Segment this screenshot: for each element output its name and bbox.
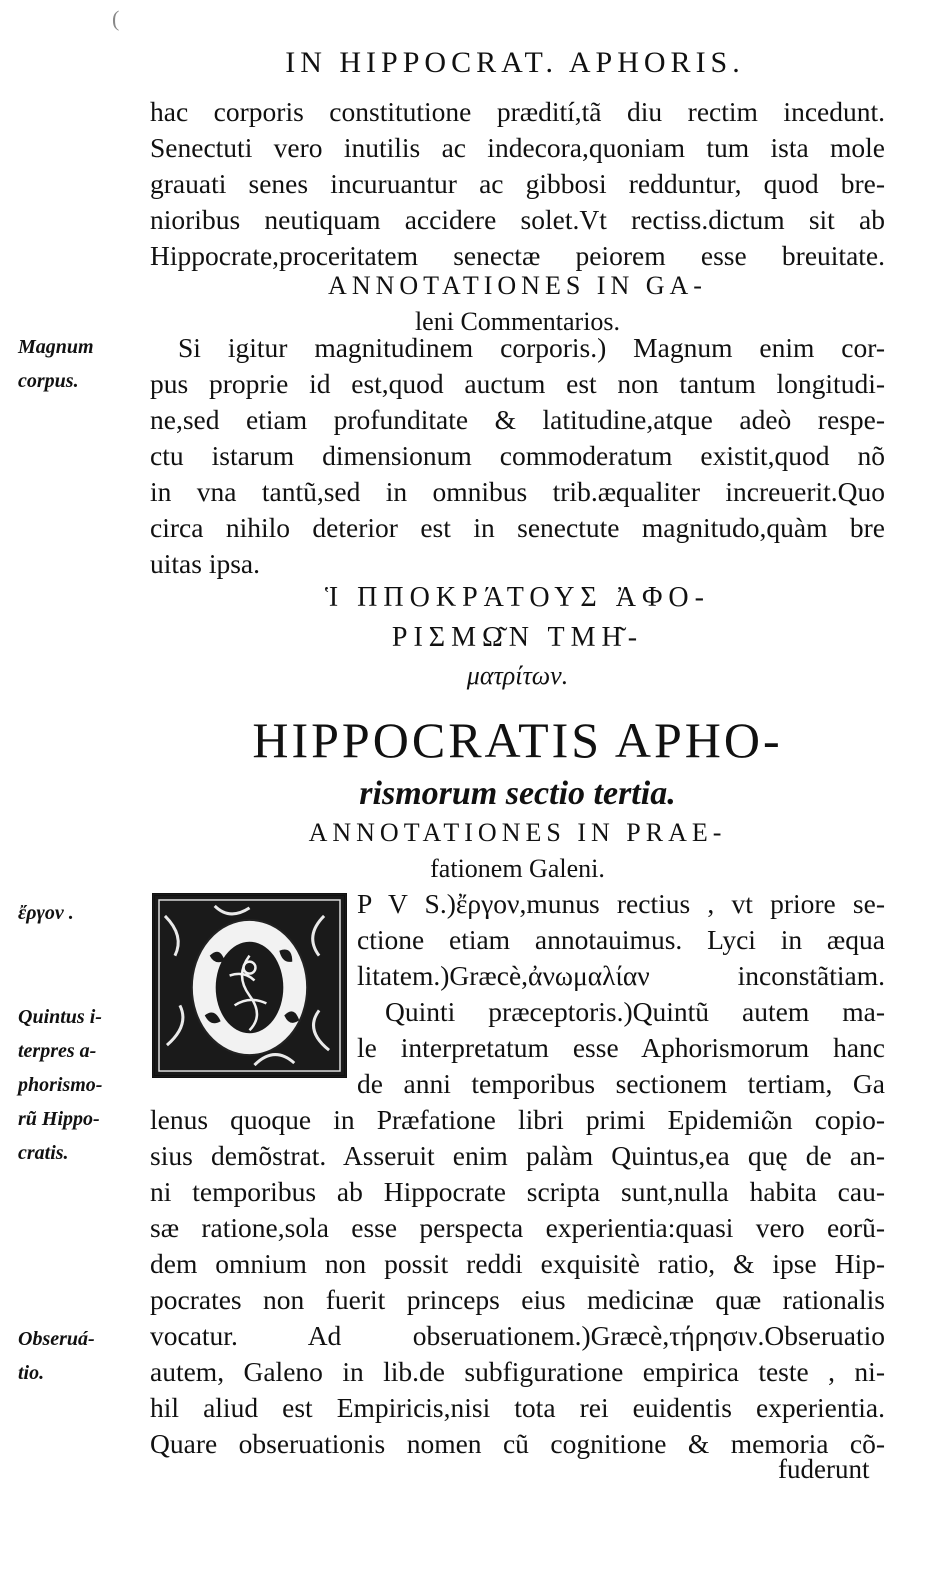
- heading-line: fationem Galeni.: [430, 854, 605, 883]
- margin-note-line: terpres a-: [18, 1040, 97, 1062]
- text-line: vocatur. Ad obseruationem.)Græcè,τήρησιν.Obseruatio: [150, 1320, 885, 1351]
- margin-note-line: cratis.: [18, 1142, 69, 1164]
- title-line: HIPPOCRATIS APHO-: [252, 712, 783, 768]
- text-line: P V S.)ἔργον,munus rectius , vt priore se-: [357, 888, 885, 919]
- text-line: de anni temporibus sectionem tertiam, Ga: [357, 1068, 885, 1099]
- greek-heading-line: Ἱ ΠΠΟΚΡΆΤΟΥΣ ἈΦΟ-: [325, 582, 710, 613]
- text-line: grauati senes incuruantur ac gibbosi redduntur, quod bre-: [150, 168, 885, 199]
- margin-note-ergon: [18, 896, 148, 930]
- decorated-initial-o: [152, 893, 347, 1078]
- margin-note-line: rũ Hippo-: [18, 1108, 100, 1130]
- text-beside-initial: [357, 886, 885, 1102]
- margin-note-line: Obseruá-: [18, 1328, 95, 1350]
- text-line: lenus quoque in Præfatione libri primi Epidemiῶn copio-: [150, 1104, 885, 1135]
- top-paragraph: [150, 94, 885, 274]
- heading-line: leni Commentarios.: [414, 307, 621, 336]
- margin-note-line: corpus.: [18, 370, 79, 392]
- text-line: in vna tantũ,sed in omnibus trib.æqualiter increuerit.Quo: [150, 476, 885, 507]
- text-line: Hippocrate,proceritatem senectæ peiorem esse breuitate.: [150, 240, 885, 271]
- annotations-heading-2: [150, 815, 885, 887]
- text-line: ctione etiam annotauimus. Lyci in æqua: [357, 924, 885, 955]
- text-line: dem omnium non possit reddi exquisitè ratio, & ipse Hip-: [150, 1248, 885, 1279]
- margin-note-line: Quintus i-: [18, 1006, 102, 1028]
- text-line: ctu istarum dimensionum commoderatum existit,quod nõ: [150, 440, 885, 471]
- margin-note-line: phorismo-: [18, 1074, 103, 1096]
- preface-annotation-paragraph: [150, 1102, 885, 1462]
- text-line: litatem.)Græcè,ἀνωμαλίαν inconstãtiam.: [357, 960, 885, 991]
- margin-note-line: tio.: [18, 1362, 45, 1384]
- text-line: Si igitur magnitudinem corporis.) Magnum enim cor-: [178, 332, 885, 363]
- margin-note-quintus: [18, 1000, 148, 1170]
- text-line: circa nihilo deterior est in senectute magnitudo,quàm bre: [150, 512, 885, 543]
- margin-note-line: Magnum: [18, 336, 94, 358]
- margin-note-line: ἔργον .: [18, 902, 74, 924]
- section-title: [150, 708, 885, 816]
- heading-line: ANNOTATIONES IN GA-: [328, 271, 707, 300]
- text-line: autem, Galeno in lib.de subfiguratione empirica teste , ni-: [150, 1356, 885, 1387]
- text-line: hil aliud est Empiricis,nisi tota rei euidentis experientia.: [150, 1392, 885, 1423]
- text-line: Quare obseruationis nomen cũ cognitione & memoria cõ-: [150, 1428, 885, 1459]
- running-head: IN HIPPOCRAT. APHORIS.: [285, 46, 745, 79]
- margin-note-magnum-corpus: [18, 330, 148, 398]
- commentary-paragraph: [150, 330, 885, 582]
- text-line: ni temporibus ab Hippocrate scripta sunt,nulla habita cau-: [150, 1176, 885, 1207]
- catchword: fuderunt: [778, 1454, 870, 1484]
- greek-heading-line: ματρίτων.: [466, 661, 569, 690]
- text-line: pus proprie id est,quod auctum est non tantum longitudi-: [150, 368, 885, 399]
- heading-line: ANNOTATIONES IN PRAE-: [308, 818, 727, 847]
- subtitle-line: rismorum sectio tertia.: [359, 775, 676, 812]
- greek-heading-line: ΡΙΣΜΩ͂Ν ΤΜΗ͂-: [391, 622, 644, 653]
- text-line: uitas ipsa.: [150, 548, 260, 579]
- text-line: sæ ratione,sola esse perspecta experientia:quasi vero eorũ-: [150, 1212, 885, 1243]
- greek-heading: [150, 578, 885, 694]
- text-line: hac corporis constitutione prædití,tã diu rectim incedunt.: [150, 96, 885, 127]
- margin-note-obseruatio: [18, 1322, 148, 1390]
- text-line: Quinti præceptoris.)Quintũ autem ma-: [385, 996, 885, 1027]
- text-line: ne,sed etiam profunditate & latitudine,atque adeò respe-: [150, 404, 885, 435]
- text-line: pocrates non fuerit princeps eius medicinæ quæ rationalis: [150, 1284, 885, 1315]
- text-line: sius demõstrat. Asseruit enim palàm Quintus,ea quę de an-: [150, 1140, 885, 1171]
- text-line: le interpretatum esse Aphorismorum hanc: [357, 1032, 885, 1063]
- corner-mark: (: [112, 6, 120, 31]
- text-line: Senectuti vero inutilis ac indecora,quoniam tum ista mole: [150, 132, 885, 163]
- text-line: nioribus neutiquam accidere solet.Vt rectiss.dictum sit ab: [150, 204, 885, 235]
